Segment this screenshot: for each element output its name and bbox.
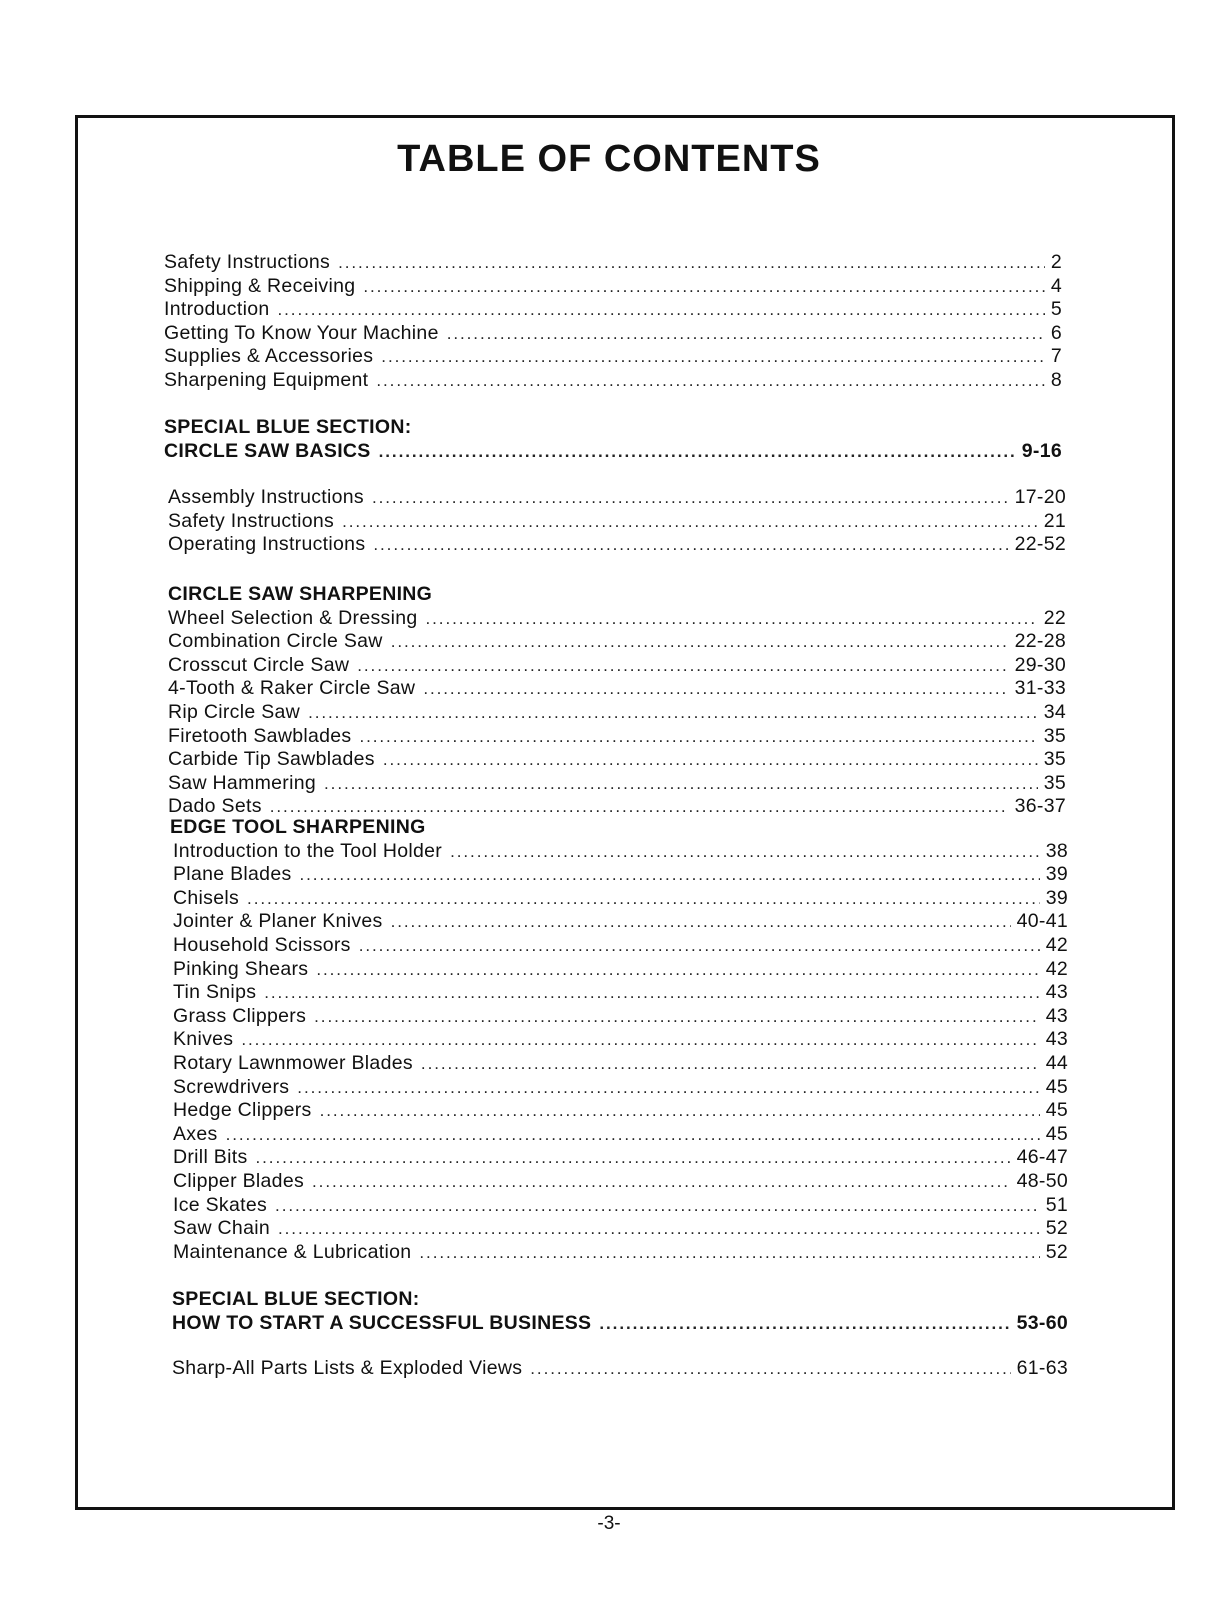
toc-entry-page: 52: [1045, 1217, 1068, 1240]
toc-entry-page: 9-16: [1021, 439, 1062, 462]
toc-entry[interactable]: [173, 1005, 1068, 1029]
toc-entry-page: 48-50: [1016, 1169, 1068, 1192]
toc-entry-label: Dado Sets: [168, 795, 262, 818]
toc-entry-label: Grass Clippers: [173, 1004, 307, 1027]
toc-entry-label: Operating Instructions: [168, 533, 366, 556]
toc-entry-page: 6: [1050, 321, 1062, 344]
toc-entry[interactable]: [168, 630, 1066, 654]
toc-entry-label: Getting To Know Your Machine: [164, 321, 439, 344]
toc-entry[interactable]: [173, 1217, 1068, 1241]
toc-entry-page: 42: [1045, 933, 1068, 956]
toc-entry-page: 42: [1045, 957, 1068, 980]
toc-entry[interactable]: [173, 1052, 1068, 1076]
intro-toc-list: [164, 251, 1062, 393]
toc-entry[interactable]: [168, 748, 1066, 772]
blue-section-business: [172, 1288, 1068, 1335]
toc-entry-page: 36-37: [1014, 795, 1066, 818]
toc-entry-page: 51: [1045, 1193, 1068, 1216]
toc-entry-page: 43: [1045, 981, 1068, 1004]
dot-leader: [363, 275, 1044, 299]
toc-entry-page: 52: [1045, 1240, 1068, 1263]
dot-leader: [342, 510, 1038, 534]
section-heading: SPECIAL BLUE SECTION:: [172, 1288, 420, 1310]
dot-leader: [359, 934, 1040, 958]
toc-entry[interactable]: [173, 1170, 1068, 1194]
toc-entry-page: 45: [1045, 1075, 1068, 1098]
toc-entry-page: 39: [1045, 863, 1068, 886]
dot-leader: [300, 863, 1040, 887]
dot-leader: [226, 1123, 1040, 1147]
toc-entry-label: Sharp-All Parts Lists & Exploded Views: [172, 1357, 523, 1379]
toc-entry[interactable]: [173, 1123, 1068, 1147]
toc-entry[interactable]: [164, 275, 1062, 299]
toc-entry-page: 39: [1045, 886, 1068, 909]
dot-leader: [247, 887, 1040, 911]
toc-entry[interactable]: [168, 533, 1066, 557]
toc-entry[interactable]: [173, 1194, 1068, 1218]
dot-leader: [383, 748, 1038, 772]
toc-entry[interactable]: [173, 958, 1068, 982]
toc-entry-page: 43: [1045, 1028, 1068, 1051]
toc-entry-page: 40-41: [1016, 910, 1068, 933]
toc-entry[interactable]: [164, 369, 1062, 393]
dot-leader: [421, 1052, 1040, 1076]
toc-entry[interactable]: [168, 607, 1066, 631]
toc-entry-page: 22-28: [1014, 630, 1066, 653]
toc-entry[interactable]: [168, 510, 1066, 534]
parts-toc-entry-group: [172, 1357, 1068, 1381]
dot-leader: [297, 1076, 1039, 1100]
toc-entry-label: Hedge Clippers: [173, 1099, 312, 1122]
toc-entry-label: Wheel Selection & Dressing: [168, 606, 418, 629]
toc-entry[interactable]: [164, 322, 1062, 346]
toc-entry[interactable]: [168, 486, 1066, 510]
toc-entry-page: 35: [1043, 748, 1066, 771]
toc-entry-page: 22-52: [1014, 533, 1066, 556]
toc-entry-page: 38: [1045, 839, 1068, 862]
toc-entry-label: Shipping & Receiving: [164, 274, 356, 297]
toc-entry-label: Introduction: [164, 298, 270, 321]
toc-entry[interactable]: [173, 934, 1068, 958]
dot-leader: [278, 1217, 1040, 1241]
toc-entry-page: 34: [1043, 700, 1066, 723]
toc-entry-page: 8: [1050, 368, 1062, 391]
toc-entry[interactable]: [164, 251, 1062, 275]
toc-entry-label: Plane Blades: [173, 863, 292, 886]
dot-leader: [379, 440, 1016, 464]
page-number: -3-: [597, 1513, 621, 1534]
toc-entry[interactable]: [173, 910, 1068, 934]
edge-tool-sharpening-section: [170, 816, 1068, 1264]
toc-entry-label: Saw Chain: [173, 1217, 271, 1240]
dot-leader: [312, 1170, 1011, 1194]
toc-entry-label: Pinking Shears: [173, 957, 309, 980]
toc-entry-label: Axes: [173, 1122, 218, 1145]
dot-leader: [376, 369, 1044, 393]
toc-entry-label: Introduction to the Tool Holder: [173, 839, 443, 862]
toc-entry-label: Combination Circle Saw: [168, 630, 383, 653]
toc-entry[interactable]: [168, 701, 1066, 725]
toc-entry-label: Rotary Lawnmower Blades: [173, 1051, 413, 1074]
toc-entry[interactable]: [168, 772, 1066, 796]
toc-entry-page: 22: [1043, 606, 1066, 629]
toc-entry-label: Safety Instructions: [168, 509, 335, 532]
dot-leader: [391, 630, 1009, 654]
toc-entry-label: Rip Circle Saw: [168, 700, 301, 723]
toc-entry-label: Saw Hammering: [168, 771, 317, 794]
toc-entry-label: Tin Snips: [173, 981, 257, 1004]
toc-entry[interactable]: [168, 654, 1066, 678]
toc-entry[interactable]: [173, 981, 1068, 1005]
dot-leader: [372, 486, 1009, 510]
toc-entry-page: 29-30: [1014, 653, 1066, 676]
toc-entry[interactable]: [173, 1028, 1068, 1052]
toc-entry-page: 44: [1045, 1051, 1068, 1074]
dot-leader: [447, 322, 1045, 346]
toc-entry-label: Household Scissors: [173, 933, 351, 956]
toc-entry[interactable]: [173, 1146, 1068, 1170]
dot-leader: [423, 677, 1008, 701]
blue-section-circle-saw-basics: [164, 416, 1062, 463]
circle-saw-sharpening-section: [168, 583, 1066, 819]
section-heading: EDGE TOOL SHARPENING: [170, 816, 426, 838]
toc-entry-label: Knives: [173, 1028, 234, 1051]
dot-leader: [338, 251, 1045, 275]
assembly-toc-list: [168, 486, 1066, 557]
dot-leader: [599, 1312, 1010, 1336]
toc-entry-page: 5: [1050, 298, 1062, 321]
toc-entry[interactable]: [173, 840, 1068, 864]
toc-entry-label: Maintenance & Lubrication: [173, 1240, 412, 1263]
toc-entry-label: CIRCLE SAW BASICS: [164, 439, 371, 462]
dot-leader: [381, 345, 1045, 369]
toc-entry-label: Chisels: [173, 886, 240, 909]
toc-entry-page: 45: [1045, 1122, 1068, 1145]
toc-entry-label: Crosscut Circle Saw: [168, 653, 350, 676]
dot-leader: [264, 981, 1039, 1005]
toc-entry-label: Screwdrivers: [173, 1075, 290, 1098]
toc-entry[interactable]: [168, 725, 1066, 749]
toc-entry-page: 43: [1045, 1004, 1068, 1027]
dot-leader: [320, 1099, 1040, 1123]
toc-entry-label: Ice Skates: [173, 1193, 268, 1216]
toc-entry-page: 53-60: [1016, 1311, 1068, 1334]
toc-entry[interactable]: [164, 345, 1062, 369]
toc-entry[interactable]: [164, 440, 1062, 464]
dot-leader: [357, 654, 1008, 678]
dot-leader: [314, 1005, 1040, 1029]
toc-entry-page: 4: [1050, 274, 1062, 297]
dot-leader: [256, 1146, 1011, 1170]
toc-entry-page: 35: [1043, 724, 1066, 747]
toc-entry-page: 2: [1050, 251, 1062, 273]
toc-entry-label: Clipper Blades: [173, 1169, 305, 1192]
dot-leader: [308, 701, 1038, 725]
toc-entry-label: Jointer & Planer Knives: [173, 910, 383, 933]
dot-leader: [419, 1241, 1039, 1265]
toc-entry-label: Carbide Tip Sawblades: [168, 748, 375, 771]
toc-entry[interactable]: [172, 1312, 1068, 1336]
toc-entry[interactable]: [173, 887, 1068, 911]
dot-leader: [324, 772, 1038, 796]
dot-leader: [373, 533, 1008, 557]
dot-leader: [316, 958, 1039, 982]
toc-entry[interactable]: [173, 1241, 1068, 1265]
toc-entry-page: 45: [1045, 1099, 1068, 1122]
dot-leader: [391, 910, 1011, 934]
toc-entry[interactable]: [172, 1357, 1068, 1381]
toc-entry[interactable]: [164, 298, 1062, 322]
dot-leader: [426, 607, 1038, 631]
toc-entry-label: Safety Instructions: [164, 251, 331, 273]
toc-entry-page: 21: [1043, 509, 1066, 532]
toc-entry-label: Sharpening Equipment: [164, 368, 369, 391]
toc-entry-page: 61-63: [1016, 1357, 1068, 1379]
toc-entry-label: Assembly Instructions: [168, 486, 364, 508]
toc-entry-page: 7: [1050, 345, 1062, 368]
toc-entry-label: HOW TO START A SUCCESSFUL BUSINESS: [172, 1311, 592, 1334]
toc-entry-label: Supplies & Accessories: [164, 345, 374, 368]
dot-leader: [275, 1194, 1040, 1218]
toc-entry-label: Firetooth Sawblades: [168, 724, 352, 747]
dot-leader: [530, 1357, 1010, 1381]
section-heading: SPECIAL BLUE SECTION:: [164, 416, 412, 438]
toc-entry-page: 46-47: [1016, 1146, 1068, 1169]
toc-entry-page: 35: [1043, 771, 1066, 794]
toc-entry-page: 31-33: [1014, 677, 1066, 700]
dot-leader: [241, 1028, 1039, 1052]
toc-entry-label: 4-Tooth & Raker Circle Saw: [168, 677, 416, 700]
toc-entry-label: Drill Bits: [173, 1146, 248, 1169]
dot-leader: [359, 725, 1037, 749]
section-heading: CIRCLE SAW SHARPENING: [168, 583, 433, 605]
toc-entry[interactable]: [173, 863, 1068, 887]
page-title: TABLE OF CONTENTS: [397, 138, 821, 180]
dot-leader: [278, 298, 1045, 322]
toc-entry-page: 17-20: [1014, 486, 1066, 508]
dot-leader: [450, 840, 1040, 864]
toc-entry[interactable]: [173, 1099, 1068, 1123]
toc-entry[interactable]: [173, 1076, 1068, 1100]
toc-entry[interactable]: [168, 677, 1066, 701]
